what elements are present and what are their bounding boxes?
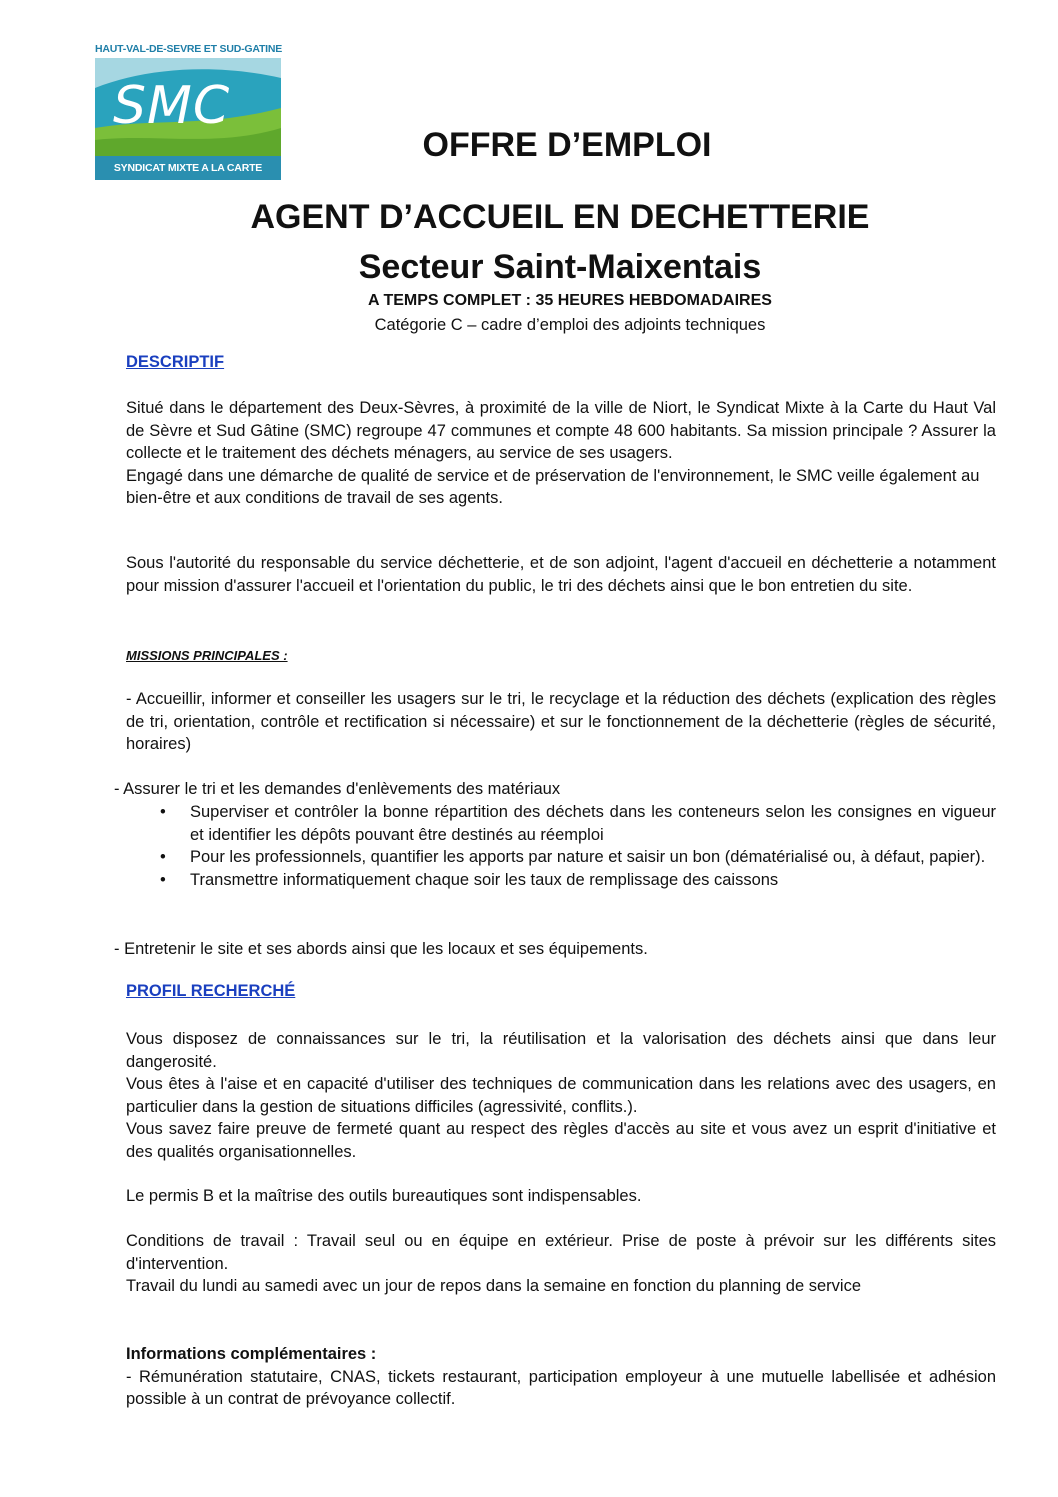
job-title: AGENT D’ACCUEIL EN DECHETTERIE [250,198,870,236]
offer-title: OFFRE D’EMPLOI [422,126,712,164]
bullet-item: • Transmettre informatiquement chaque soir les taux de remplissage des caissons [190,869,996,892]
info-text: - Rémunération statutaire, CNAS, tickets restaurant, participation employeur à une mutuelle labellisée et adhésion possible à un contrat de prévoyance collectif. [126,1367,996,1408]
work-time: A TEMPS COMPLET : 35 HEURES HEBDOMADAIRES [368,292,772,309]
profil-conditions [126,1230,996,1298]
descriptif-heading: DESCRIPTIF [126,353,225,371]
category: Catégorie C – cadre d’emploi des adjoints techniques [374,316,766,334]
profil-p6: Travail du lundi au samedi avec un jour de repos dans la semaine en fonction du planning de service [126,1277,862,1295]
descriptif-p1: Situé dans le département des Deux-Sèvres, à proximité de la ville de Niort, le Syndicat Mixte à la Carte du Haut Val de Sèvre et Sud Gâtine (SMC) regroupe 47 communes et compte 48 600 habitants. Sa mission principale ? Assurer la collecte et le traitement des déchets ménagers, au service de ses usagers. [126,399,996,462]
info-heading: Informations complémentaires : [126,1345,377,1363]
descriptif-text [126,397,996,510]
bullet-item: • Superviser et contrôler la bonne répartition des déchets dans les conteneurs selon les consignes en vigueur et identifier les dépôts pouvant être destinés au réemploi [190,801,996,846]
missions-heading: MISSIONS PRINCIPALES : [126,648,288,663]
profil-p2: Vous êtes à l'aise et en capacité d'utiliser des techniques de communication dans les relations avec des usagers, en particulier dans la gestion de situations difficiles (agressivité, conflits.). [126,1075,996,1116]
mission-2-bullets [190,801,996,891]
mission-3: - Entretenir le site et ses abords ainsi que les locaux et ses équipements. [114,940,648,958]
logo-main-text: SMC [113,76,231,136]
mission-1-wrap [126,688,996,756]
profil-p4: Le permis B et la maîtrise des outils bureautiques sont indispensables. [126,1187,642,1205]
profil-heading: PROFIL RECHERCHÉ [126,982,296,1000]
mission-1: - Accueillir, informer et conseiller les usagers sur le tri, le recyclage et la réduction des déchets (explication des règles de tri, orientation, contrôle et rectification si nécessaire) et sur le fonctionnement de la déchetterie (règles de sécurité, horaires) [126,690,996,753]
descriptif-authority [126,552,996,597]
profil-p1: Vous disposez de connaissances sur le tri, la réutilisation et la valorisation des déchets ainsi que dans leur dangerosité. [126,1030,996,1071]
profil-permis-wrap [126,1185,996,1208]
mission-2: - Assurer le tri et les demandes d'enlèvements des matériaux [114,780,561,798]
bullet-item: • Pour les professionnels, quantifier les apports par nature et saisir un bon (dématérialisé ou, à défaut, papier). [190,846,996,869]
profil-text [126,1028,996,1163]
logo-top-text: HAUT-VAL-DE-SEVRE ET SUD-GATINE [95,43,283,55]
profil-p5: Conditions de travail : Travail seul ou en équipe en extérieur. Prise de poste à prévoir sur les différents sites d'intervention. [126,1232,996,1273]
descriptif-p2: Engagé dans une démarche de qualité de service et de préservation de l'environnement, le SMC veille également au bien-être et aux conditions de travail de ses agents. [126,466,980,507]
job-sector: Secteur Saint-Maixentais [358,248,762,286]
info-block [126,1343,996,1411]
logo-bottom-text: SYNDICAT MIXTE A LA CARTE [113,162,263,174]
profil-p3: Vous savez faire preuve de fermeté quant au respect des règles d'accès au site et vous avez un esprit d'initiative et des qualités organisationnelles. [126,1120,996,1161]
missions-heading-wrap [126,644,996,668]
descriptif-p3: Sous l'autorité du responsable du service déchetterie, et de son adjoint, l'agent d'accueil en déchetterie a notamment pour mission d'assurer l'accueil et l'orientation du public, le tri des déchets ainsi que le bon entretien du site. [126,554,996,595]
